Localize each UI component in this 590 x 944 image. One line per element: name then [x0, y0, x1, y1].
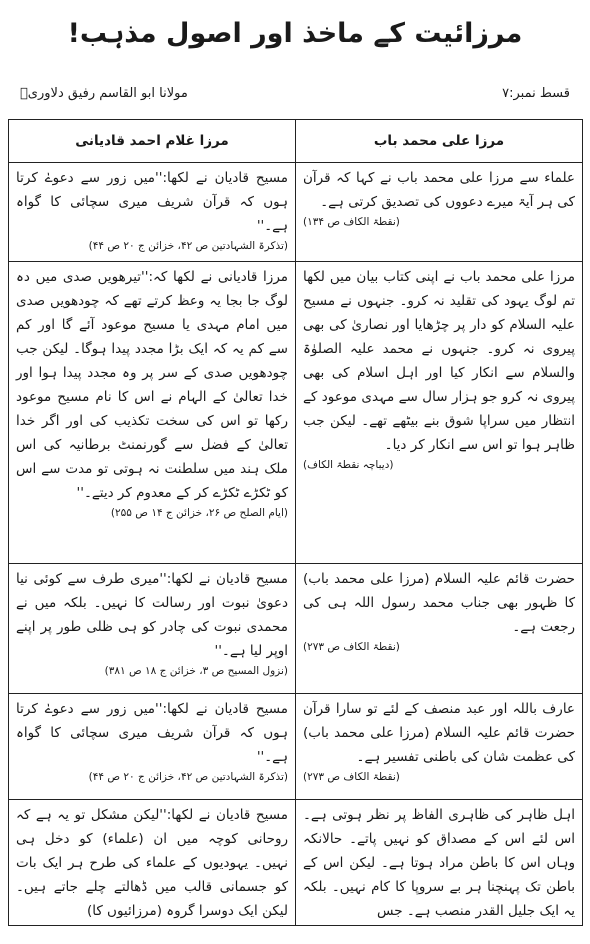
qadiani-reference: (ایام الصلح ص ۲۶، خزائن ج ۱۴ ص ۲۵۵): [110, 507, 288, 519]
column-header-bab: مرزا علی محمد باب: [296, 120, 583, 163]
bab-cell: [296, 262, 583, 564]
installment-number: قسط نمبر:۷: [502, 86, 570, 101]
qadiani-reference: (تذکرۃ الشہادتین ص ۴۲، خزائن ج ۲۰ ص ۴۴): [88, 240, 288, 252]
qadiani-cell: [9, 163, 296, 262]
table-row: [9, 694, 583, 800]
qadiani-text: مسیح قادیان نے لکھا:''لیکن مشکل تو یہ ہے کہ روحانی کوچہ میں ان (علماء) کو دخل ہی نہیں۔ یہودیوں کے علماء کی طرح ہر ایک بات کو جسمانی قالب میں ڈھالتے چلے جاتے ہیں۔ لیکن ایک دوسرا گروہ (مرزائیوں کا): [16, 807, 288, 919]
bab-reference: (نقطۃ الکاف ص ۲۷۳): [303, 771, 400, 783]
qadiani-cell: [9, 800, 296, 926]
comparison-table: [8, 119, 583, 926]
bab-text: اہل ظاہر کی ظاہری الفاظ پر نظر ہوتی ہے۔ اس لئے اس کے مصداق کو نہیں پاتے۔ حالانکہ وہاں اس کا باطن مراد ہوتا ہے۔ لیکن اس کے باطن تک پہنچنا ہر بے سروپا کا کام نہیں۔ بلکہ یہ ایک جلیل القدر منصب ہے۔ جس: [303, 807, 575, 919]
table-header-row: [9, 120, 583, 163]
author-name: مولانا ابو القاسم رفیق دلاوریؒ: [20, 86, 188, 101]
bab-reference: (نقطۃ الکاف ص ۲۷۳): [303, 641, 400, 653]
bab-cell: [296, 163, 583, 262]
qadiani-text: مسیح قادیان نے لکھا:''میں زور سے دعوےٰ کرتا ہوں کہ قرآن شریف میری سچائی کا گواہ ہے۔'': [16, 701, 288, 765]
bab-text: علماء سے مرزا علی محمد باب نے کہا کہ قرآن کی ہر آیۃ میرے دعووں کی تصدیق کرتی ہے۔: [303, 170, 575, 210]
qadiani-cell: [9, 564, 296, 694]
bab-text: حضرت قائم علیہ السلام (مرزا علی محمد باب) کا ظہور بھی جناب محمد رسول اللہ ہی کی رجعت ہے۔: [303, 571, 575, 635]
bab-cell: [296, 564, 583, 694]
qadiani-cell: [9, 262, 296, 564]
table-row: [9, 262, 583, 564]
bab-text: مرزا علی محمد باب نے اپنی کتاب بیان میں لکھا تم لوگ یہود کی تقلید نہ کرو۔ جنہوں نے مسیح علیہ السلام کو دار پر چڑھایا اور نصاریٰ کی بھی پیروی نہ کرو۔ جنہوں نے محمد علیہ الصلوٰۃ والسلام سے انکار کیا اور اہل اسلام کی بھی پیروی نہ کرو جو ہزار سال سے مہدی موعود کے انتظار میں سراپا شوق بنے بیٹھے تھے۔ لیکن جب ظاہر ہوا تو اس سے انکار کر دیا۔: [303, 269, 575, 453]
bab-text: عارف باللہ اور عبد منصف کے لئے تو سارا قرآن حضرت قائم علیہ السلام (مرزا علی محمد باب) کی عظمت شان کی باطنی تفسیر ہے۔: [303, 701, 575, 765]
qadiani-reference: (نزول المسیح ص ۳، خزائن ج ۱۸ ص ۳۸۱): [104, 665, 288, 677]
qadiani-text: مسیح قادیان نے لکھا:''میری طرف سے کوئی نیا دعویٰ نبوت اور رسالت کا نہیں۔ بلکہ میں نے محمدی نبوت کی چادر کو ہی ظلی طور پر اپنے اوپر لیا ہے۔'': [16, 571, 288, 659]
table-row: [9, 564, 583, 694]
qadiani-cell: [9, 694, 296, 800]
qadiani-text: مسیح قادیان نے لکھا:''میں زور سے دعوےٰ کرتا ہوں کہ قرآن شریف میری سچائی کا گواہ ہے۔'': [16, 170, 288, 234]
bab-reference: (دیباچہ نقطۃ الکاف): [303, 459, 394, 471]
bab-cell: [296, 800, 583, 926]
qadiani-reference: (تذکرۃ الشہادتین ص ۴۲، خزائن ج ۲۰ ص ۴۴): [88, 771, 288, 783]
table-row: [9, 163, 583, 262]
article-title: مرزائیت کے ماخذ اور اصول مذہب!: [67, 18, 523, 49]
column-header-qadiani: مرزا غلام احمد قادیانی: [9, 120, 296, 163]
bab-cell: [296, 694, 583, 800]
table-row: [9, 800, 583, 926]
byline: [20, 86, 570, 112]
qadiani-text: مرزا قادیانی نے لکھا کہ:''تیرھویں صدی میں دہ لوگ جا بجا یہ وعظ کرتے تھے کہ چودھویں صدی میں امام مہدی یا مسیح موعود آئے گا اور کم سے کم یہ کہ ایک بڑا مجدد پیدا ہوگا۔ لیکن جب چودھویں صدی کے سر پر وہ مجدد پیدا ہوا اور خدا تعالیٰ کے الہام نے اس کا نام مسیح موعود رکھا تو اس کی سخت تکذیب کی اور اگر خدا تعالیٰ کے فضل سے گورنمنٹ برطانیہ کی اس ملک ہند میں سلطنت نہ ہوتی تو مدت سے اس کو ٹکڑے ٹکڑے کر کے معدوم کر دیتے۔'': [16, 269, 288, 501]
bab-reference: (نقطۃ الکاف ص ۱۳۴): [303, 216, 400, 228]
